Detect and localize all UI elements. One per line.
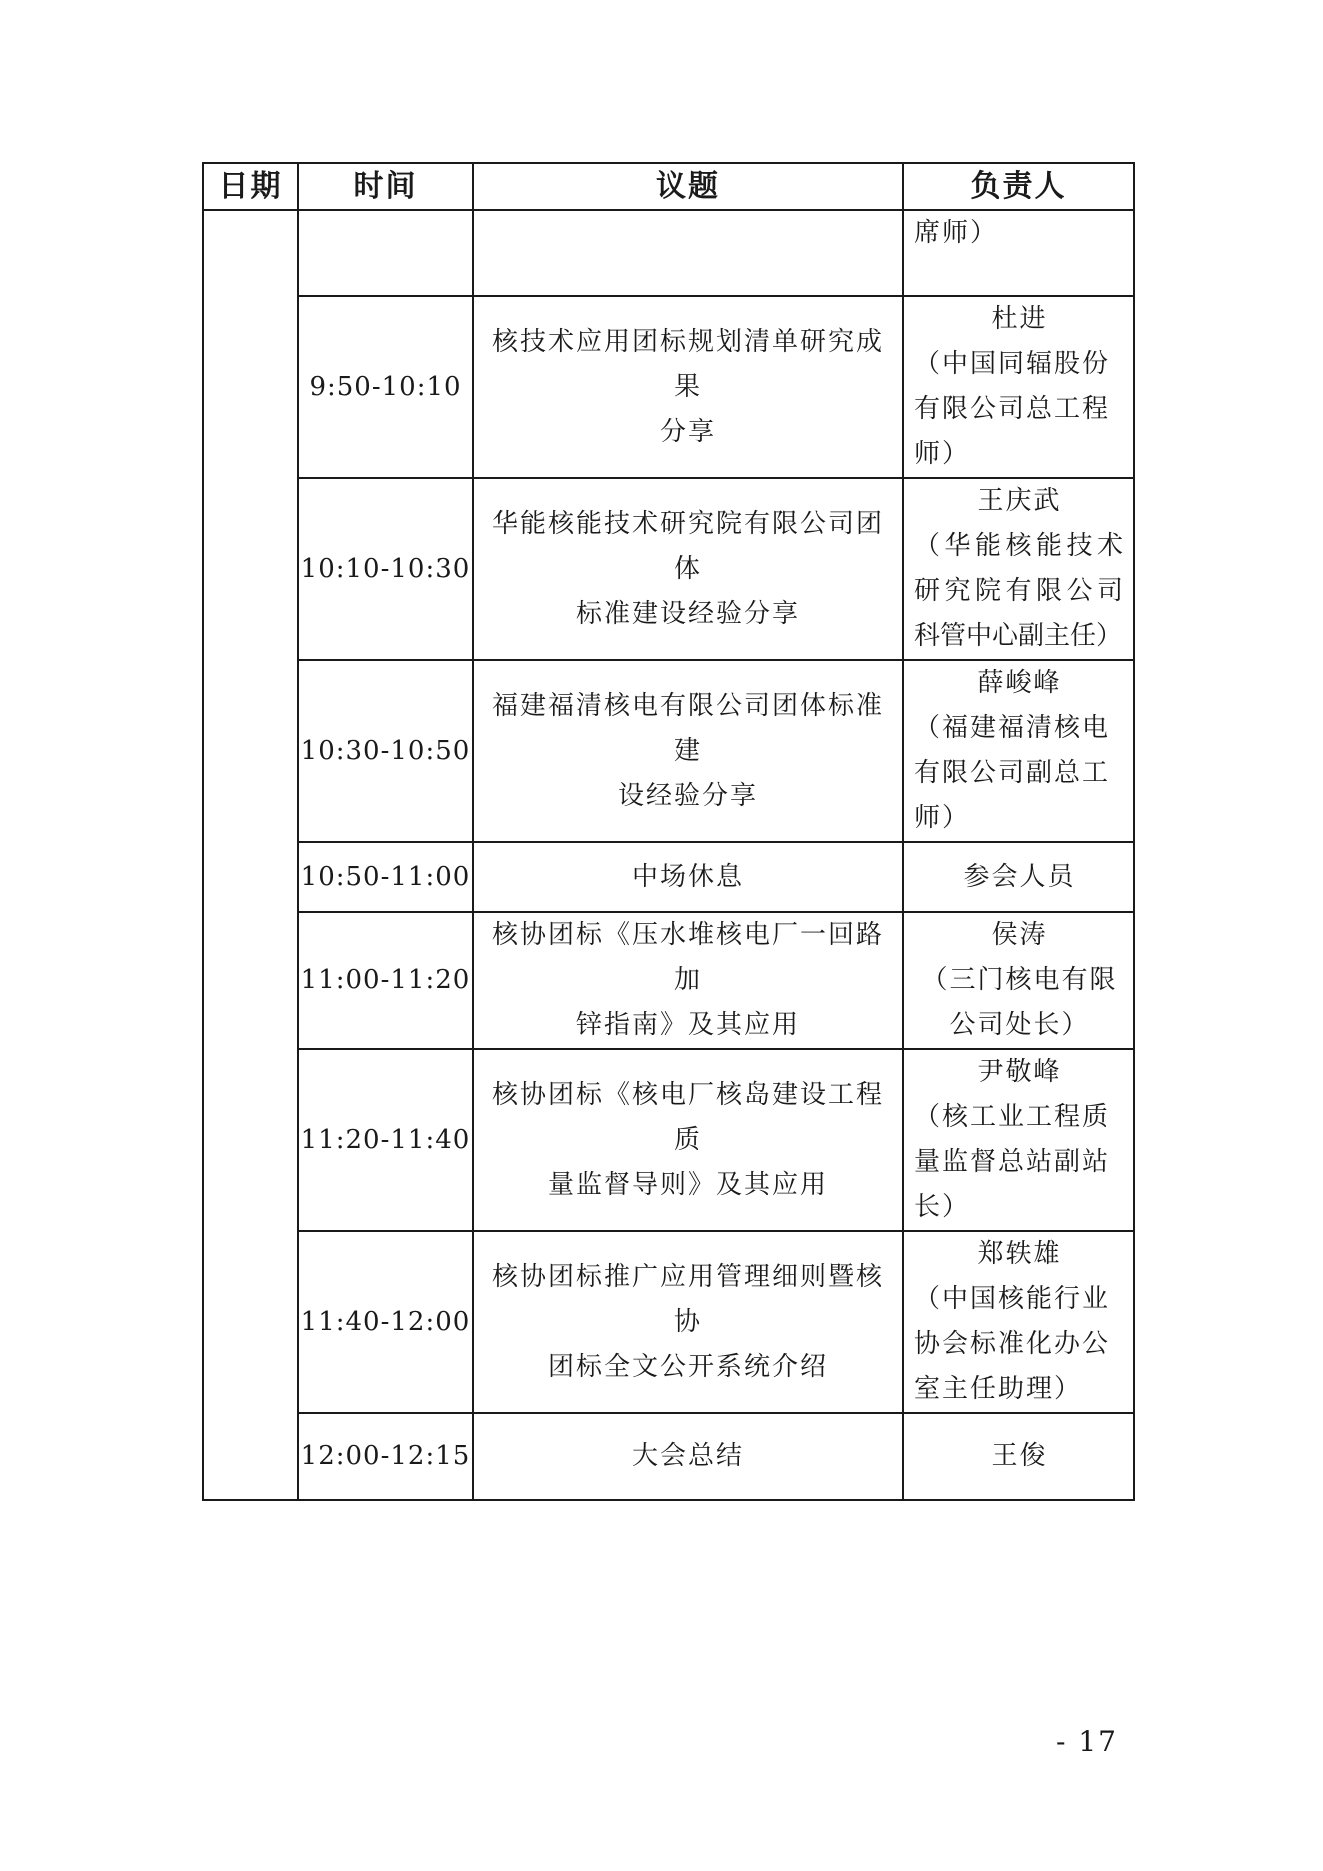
owner-cell: [903, 210, 1134, 296]
owner-cell: [903, 478, 1134, 660]
owner-line: （中国核能行业: [914, 1284, 1111, 1314]
owner-name: 郑轶雄: [977, 1239, 1062, 1269]
topic-line: 核协团标推广应用管理细则暨核协: [491, 1261, 884, 1337]
time-cell: 10:30-10:50: [298, 660, 473, 842]
owner-line: （核工业工程质: [914, 1102, 1111, 1132]
page-number: - 17: [1056, 1725, 1118, 1758]
owner-line: 科管中心副主任）: [914, 621, 1123, 651]
time-cell: 12:00-12:15: [298, 1413, 473, 1500]
header-topic: 议题: [473, 163, 903, 210]
topic-line: 福建福清核电有限公司团体标准建: [491, 690, 884, 766]
owner-line: 室主任助理）: [914, 1374, 1083, 1404]
owner-line: （中国同辐股份: [914, 349, 1111, 379]
table-row: [203, 1049, 1134, 1231]
owner-line: （福建福清核电: [914, 713, 1111, 743]
owner-line: 研究院有限公司: [914, 576, 1125, 606]
owner-name: 王庆武: [977, 486, 1062, 516]
time-cell: 10:10-10:30: [298, 478, 473, 660]
owner-line: （三门核电有限: [921, 965, 1118, 995]
time-cell: 10:50-11:00: [298, 842, 473, 912]
table-row: [203, 842, 1134, 912]
topic-line: 核技术应用团标规划清单研究成果: [491, 326, 884, 402]
topic-line: 核协团标《压水堆核电厂一回路加: [491, 920, 884, 995]
topic-line: 锌指南》及其应用: [575, 1010, 800, 1040]
agenda-table: [202, 162, 1135, 1501]
owner-name: 侯涛: [991, 920, 1048, 950]
owner-line: 量监督总站副站: [914, 1147, 1111, 1177]
owner-name: 尹敬峰: [977, 1057, 1062, 1087]
topic-cell: 大会总结: [473, 1413, 903, 1500]
header-time: 时间: [298, 163, 473, 210]
table-row: [203, 478, 1134, 660]
table-row: [203, 1231, 1134, 1413]
owner-name: 薛峻峰: [977, 668, 1062, 698]
table-row: [203, 660, 1134, 842]
table-header-row: [203, 163, 1134, 210]
topic-line: 分享: [659, 416, 716, 447]
owner-line: （华能核能技术: [914, 531, 1125, 561]
owner-cell: 王俊: [903, 1413, 1134, 1500]
owner-line: 协会标准化办公: [914, 1329, 1111, 1359]
owner-cell: [903, 296, 1134, 478]
topic-cell: [473, 660, 903, 842]
date-cell: [203, 210, 298, 1500]
time-cell: 9:50-10:10: [298, 296, 473, 478]
table-row: [203, 1413, 1134, 1500]
header-owner: 负责人: [903, 163, 1134, 210]
owner-line: 有限公司总工程: [914, 394, 1111, 424]
topic-cell: [473, 296, 903, 478]
owner-cell: [903, 912, 1134, 1049]
topic-line: 华能核能技术研究院有限公司团体: [491, 508, 884, 584]
owner-line: 师）: [914, 803, 971, 833]
owner-cell: 参会人员: [903, 842, 1134, 912]
time-cell: [298, 210, 473, 296]
owner-line: 长）: [914, 1192, 971, 1222]
time-cell: 11:00-11:20: [298, 912, 473, 1049]
owner-cell: [903, 1049, 1134, 1231]
topic-cell: [473, 210, 903, 296]
owner-line: 师）: [914, 439, 971, 469]
time-cell: 11:20-11:40: [298, 1049, 473, 1231]
owner-line: 公司处长）: [949, 1010, 1090, 1040]
topic-line: 团标全文公开系统介绍: [547, 1351, 828, 1382]
topic-line: 核协团标《核电厂核岛建设工程质: [491, 1079, 884, 1155]
topic-cell: [473, 1231, 903, 1413]
topic-line: 设经验分享: [617, 780, 758, 811]
topic-cell: 中场休息: [473, 842, 903, 912]
owner-name: 杜进: [991, 304, 1048, 334]
table-row: [203, 296, 1134, 478]
topic-cell: [473, 478, 903, 660]
owner-line: 有限公司副总工: [914, 758, 1111, 788]
owner-cell: [903, 1231, 1134, 1413]
topic-cell: [473, 912, 903, 1049]
topic-line: 标准建设经验分享: [575, 598, 800, 629]
table-row: [203, 912, 1134, 1049]
topic-line: 量监督导则》及其应用: [547, 1169, 828, 1200]
table-row: [203, 210, 1134, 296]
owner-cell: [903, 660, 1134, 842]
owner-line: 席师）: [914, 218, 999, 248]
header-date: 日期: [203, 163, 298, 210]
time-cell: 11:40-12:00: [298, 1231, 473, 1413]
topic-cell: [473, 1049, 903, 1231]
